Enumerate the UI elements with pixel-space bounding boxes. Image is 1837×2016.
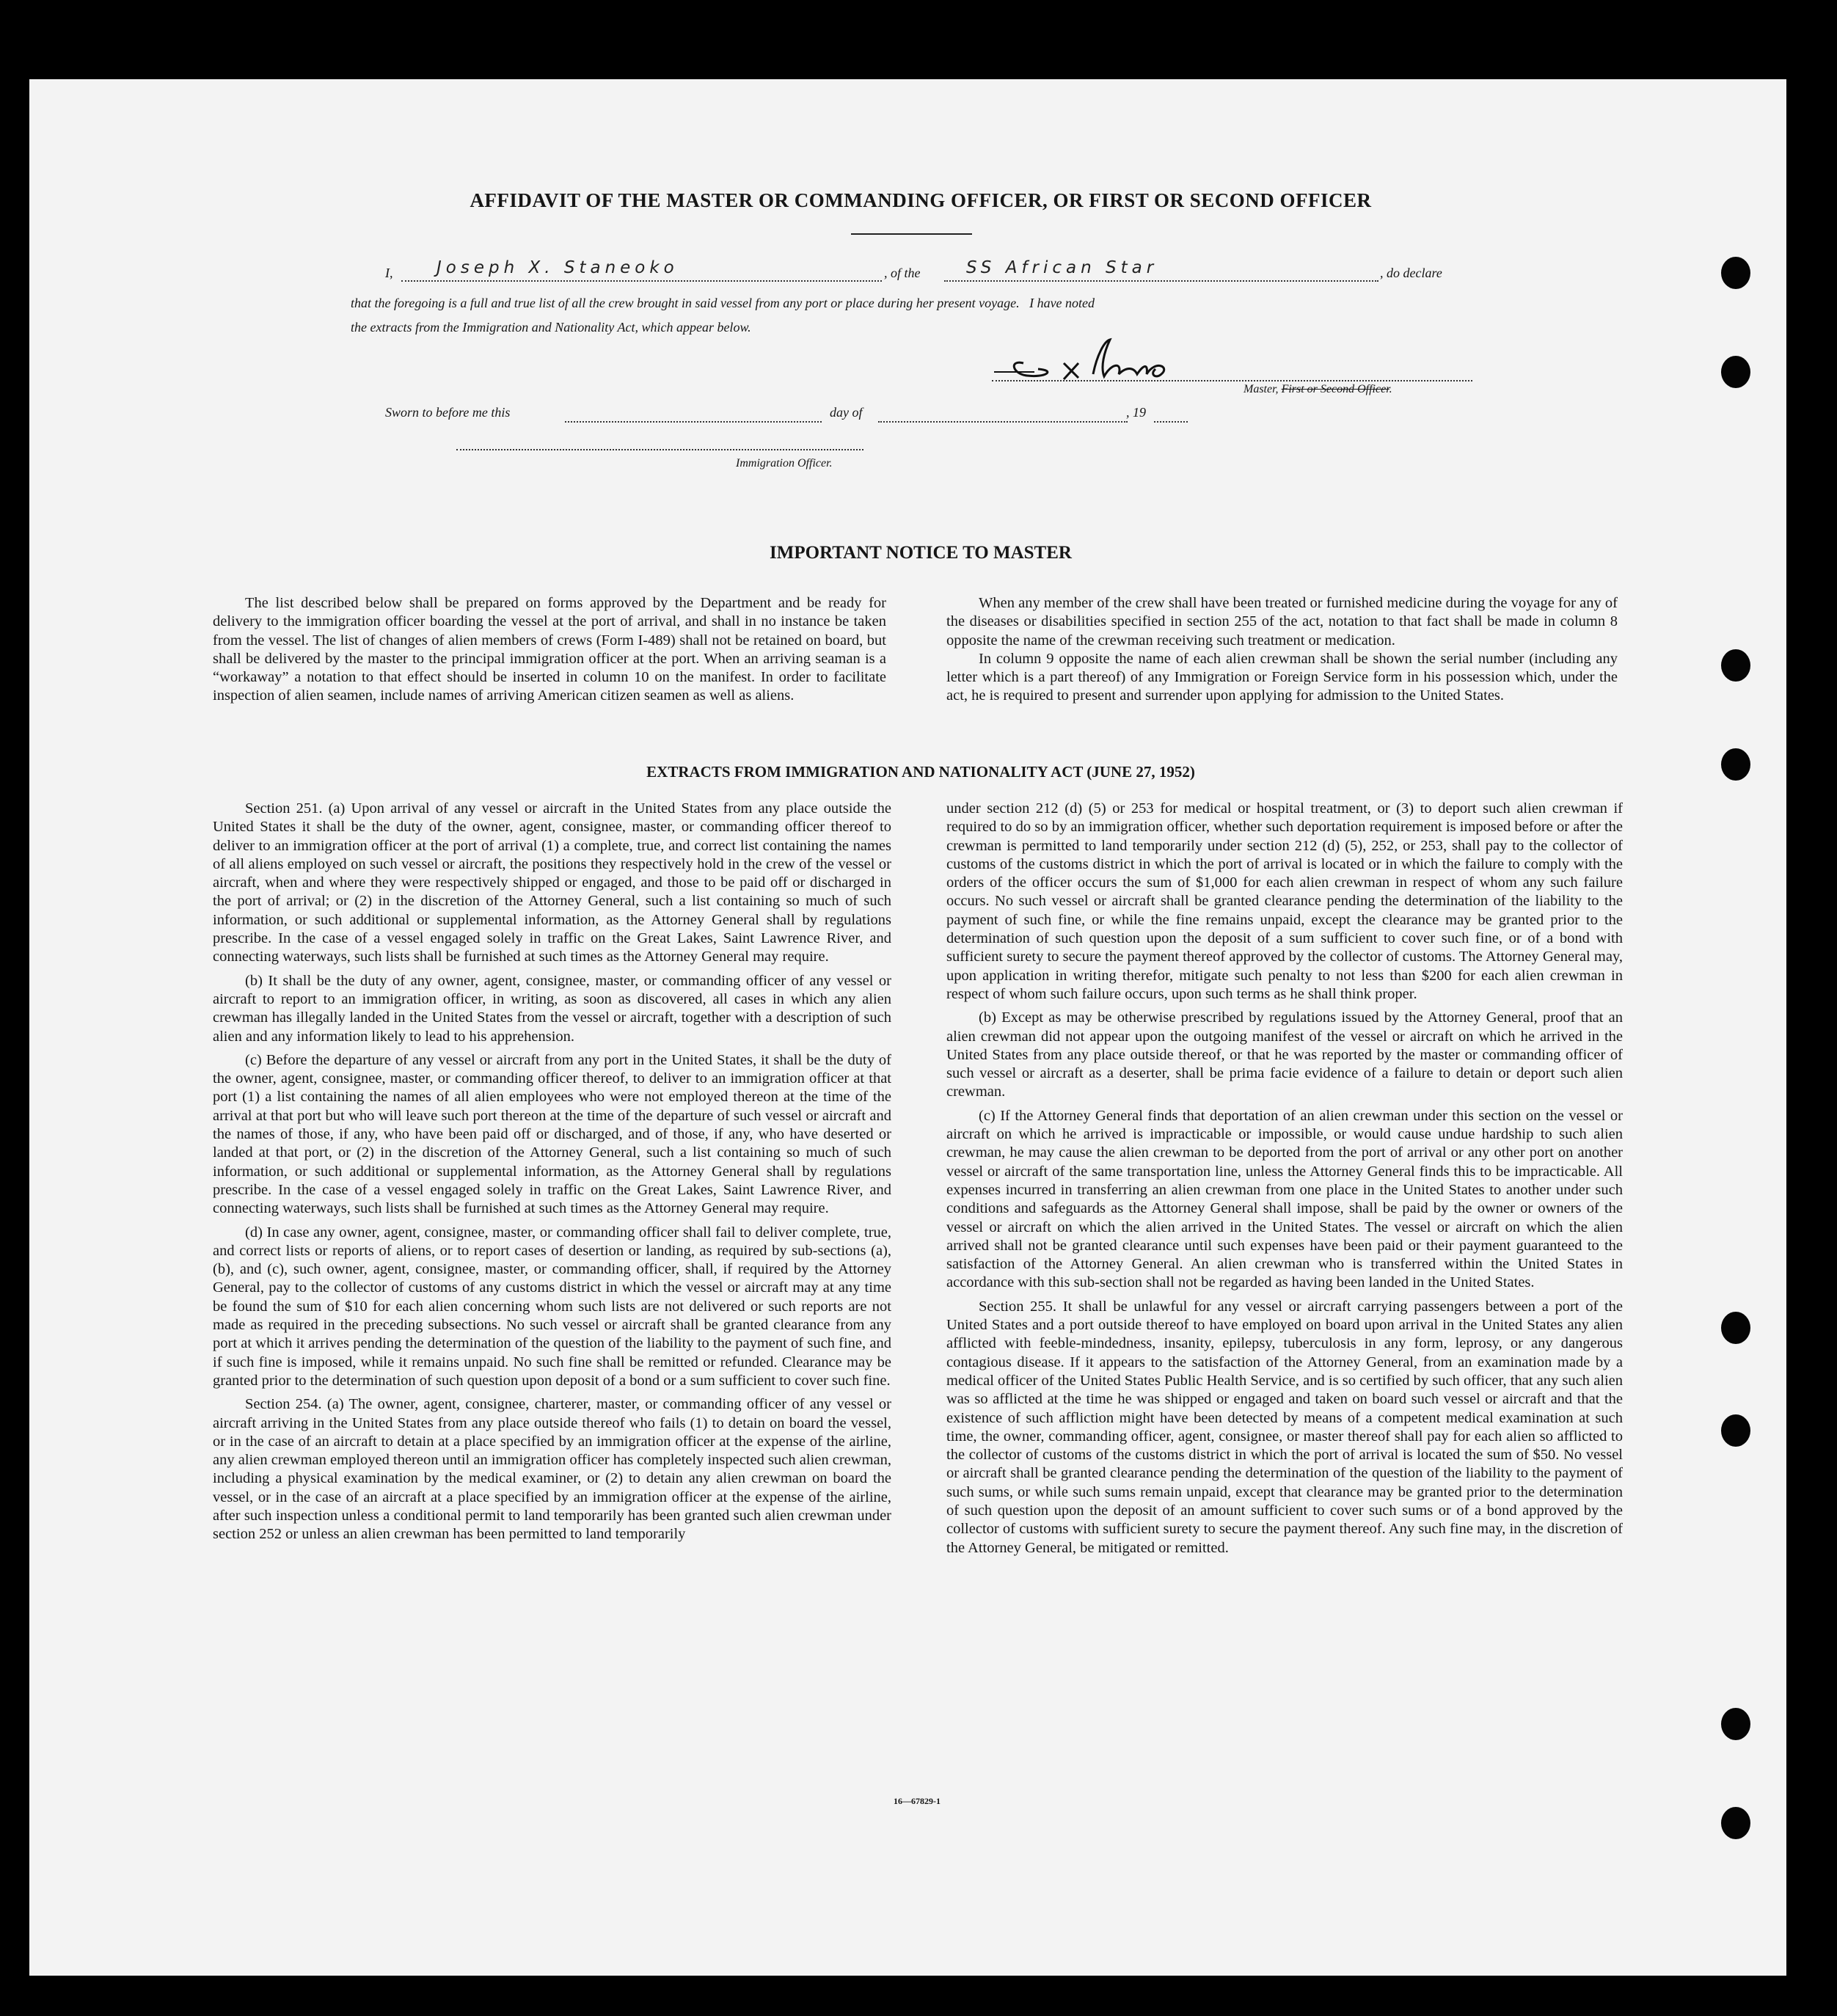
punch-hole-4 [1721, 748, 1750, 781]
caption-master: Master, [1243, 383, 1279, 395]
extracts-left-column [213, 800, 891, 1544]
section-254-a-cont: under section 212 (d) (5) or 253 for medical or hospital treatment, or (3) to deport such alien crewman if required to do so by an immigration officer, whether such deportation requirement is imposed before or after the crewman is permitted to land temporarily under section 212 (d) (5), 252, or 253, shall pay to the collector of customs of the customs district in which the port of arrival is located or in which the failure to comply with the orders of the officer occurs the sum of $1,000 for each alien crewman in respect of whom any such failure occurs. No such vessel or aircraft shall be granted clearance pending the determination of the liability to the payment of such fine, or while the fine remains unpaid, except the clearance may be granted prior to the determination of such question upon the deposit of a sum sufficient to cover such fine, or of a bond with sufficient surety to secure the payment thereof approved by the collector of customs. The Attorney General may, upon application in writing therefor, mitigate such penalty to not less than $200 for each alien crewman in respect of whom such failure occurs, upon such terms as he shall think proper. [946, 800, 1623, 1002]
sworn-day-field [565, 401, 822, 423]
notice-left-column [213, 594, 886, 706]
section-255: Section 255. It shall be unlawful for any vessel or aircraft carrying passengers between a port of the United States and a port outside thereof to have employed on board upon arrival in the United States any alien afflicted with feeble-mindedness, insanity, epilepsy, tuberculosis in any form, leprosy, or any dangerous contagious disease. If it appears to the satisfaction of the Attorney General, from an examination made by a medical officer of the United States Public Health Service, and is so certified by such officer, that any such alien was so afflicted at the time he was shipped or engaged and taken on board such vessel or aircraft and that the existence of such affliction might have been detected by means of a competent medical examination at such time, the owner, commanding officer, agent, consignee, or master thereof shall pay for each alien so afflicted to the collector of customs of the customs district in which the port of arrival is located the sum of $50. No vessel or aircraft shall be granted clearance pending the determination of the question of the liability to the payment of such sums, or while such sums remain unpaid, except that clearance may be granted prior to the determination of such question upon the deposit of an amount sufficient to cover such sums or of a bond approved by the collector of customs with sufficient surety to secure the payment thereof. Any such fine may, in the discretion of the Attorney General, be mitigated or remitted. [946, 1298, 1623, 1556]
immigration-officer-caption: Immigration Officer. [736, 457, 833, 470]
section-251-a: Section 251. (a) Upon arrival of any vessel or aircraft in the United States from any place outside the United States it shall be the duty of the owner, agent, consignee, master, or commanding officer thereof to deliver to an immigration officer at the port of arrival (1) a complete, true, and correct list containing the names of all aliens employed on such vessel or aircraft, the positions they respectively hold in the crew of the vessel or aircraft, when and where they were respectively shipped or engaged, and those to be paid off or discharged in the port of arrival; or (2) in the discretion of the Attorney General, such a list containing so much of such information, or such additional or supplemental information, as the Attorney General shall by regulations prescribe. In the case of a vessel engaged solely in traffic on the Great Lakes, Saint Lawrence River, and connecting waterways, such lists shall be furnished at such times as the Attorney General may require. [213, 800, 891, 965]
vessel-name-field [944, 258, 1378, 282]
declaration-body-1: that the foregoing is a full and true list of all the crew brought in said vessel from any port or place during her present voyage. I have noted [351, 296, 1095, 310]
day-of-label: day of [830, 405, 863, 420]
year-label: , 19 [1126, 405, 1146, 420]
punch-hole-1 [1721, 257, 1750, 289]
notice-right-paragraph-1: When any member of the crew shall have been treated or furnished medicine during the voyage for any of the diseases or disabilities specified in section 255 of the act, notation to that fact shall be made in column 8 opposite the name of the crewman receiving such treatment or medication. [946, 595, 1618, 649]
sworn-line [385, 405, 1192, 427]
section-254-a: Section 254. (a) The owner, agent, consignee, charterer, master, or commanding officer of any vessel or aircraft arriving in the United States from any place outside thereof who fails (1) to detain on board the vessel, or in the case of an aircraft to detain at a place specified by an immigration officer at the expense of the airline, any alien crewman employed thereon until an immigration officer has completely inspected such alien crewman, including a physical examination by the medical examiner, or (2) to detain any alien crewman on board the vessel, or in the case of an aircraft at a place specified by an immigration officer at the expense of the airline, after such inspection unless a conditional permit to land temporarily has been granted such alien crewman under section 252 or unless an alien crewman has been permitted to land temporarily [213, 1396, 891, 1543]
sworn-month-field [878, 401, 1128, 423]
notice-title: IMPORTANT NOTICE TO MASTER [770, 543, 1072, 563]
sworn-label: Sworn to before me this [385, 405, 511, 420]
immigration-officer-line [456, 445, 863, 450]
punch-hole-3 [1721, 649, 1750, 682]
of-the-label: , of the [884, 266, 921, 280]
do-declare-label: , do declare [1380, 266, 1442, 280]
vessel-name: SS African Star [966, 258, 1158, 277]
signature-line [992, 376, 1472, 381]
title-rule [851, 233, 972, 235]
notice-right-column [946, 594, 1618, 706]
declaration-line [385, 258, 1471, 285]
notice-left-paragraph: The list described below shall be prepared on forms approved by the Department and be ready for delivery to the immigration officer boarding the vessel at the port of arrival, and shall in no instance be taken from the vessel. The list of changes of alien members of crews (Form I-489) shall not be retained on board, but shall be delivered by the master to the principal immigration officer at the port. When an arriving seaman is a “workaway” a notation to that effect should be inserted in column 10 on the manifest. In order to facilitate inspection of alien seamen, include names of arriving American citizen seamen as well as aliens. [213, 595, 886, 704]
declarant-name: Joseph X. Staneoko [437, 258, 679, 277]
section-251-c: (c) Before the departure of any vessel or aircraft from any port in the United States, it shall be the duty of the owner, agent, consignee, master, or commanding officer thereof, to deliver to an immigration officer at that port (1) a list containing the names of all alien employees who were not employed thereon at the time of the arrival at that port but who will leave such port thereon at the time of the departure of such vessel or aircraft and the names of those, if any, who have been paid off or discharged, and of those, if any, who have deserted or landed at that port, or (2) in the discretion of the Attorney General, such a list containing so much of such information, or such additional or supplemental information, as the Attorney General shall by regulations prescribe. In the case of a vessel engaged solely in traffic on the Great Lakes, Saint Lawrence River, and connecting waterways, such lists shall be furnished at such times as the Attorney General may require. [213, 1051, 891, 1217]
form-code: 16—67829-1 [894, 1796, 941, 1806]
section-254-c: (c) If the Attorney General finds that deportation of an alien crewman under this section on the vessel or aircraft on which he arrived is impracticable or impossible, or would cause undue hardship to such alien crewman, he may cause the alien crewman to be deported from the port of arrival or any other port on another vessel or aircraft of the same transportation line, unless the Attorney General finds this to be impracticable. All expenses incurred in transferring an alien crewman from one place in the United States to another under such conditions and safeguards as the Attorney General shall impose, shall be paid by the owner or owners of the vessel or aircraft on which the alien arrived in the United States. The vessel or aircraft on which the alien arrived shall not be granted clearance until such expenses have been paid or their payment guaranteed to the satisfaction of the Attorney General. An alien crewman who is transferred within the United States in accordance with this sub-section shall not be regarded as having been landed in the United States. [946, 1107, 1623, 1291]
caption-period: . [1389, 383, 1392, 395]
notice-right-paragraph-2: In column 9 opposite the name of each alien crewman shall be shown the serial number (including any letter which is a part thereof) of any Immigration or Foreign Service form in his possession which, under the act, he is required to present and surrender upon applying for admission to the United States. [946, 650, 1618, 704]
section-251-b: (b) It shall be the duty of any owner, agent, consignee, master, or commanding officer of any vessel or aircraft to report to an immigration officer, in writing, as soon as discovered, all cases in which any alien crewman has illegally landed in the United States from the vessel or aircraft, together with a description of such alien and any information likely to lead to his apprehension. [213, 972, 891, 1045]
section-251-d: (d) In case any owner, agent, consignee, master, or commanding officer shall fail to deliver complete, true, and correct lists or reports of aliens, or to report cases of desertion or landing, as required by sub-sections (a), (b), and (c), such owner, agent, consignee, master, or commanding officer, shall, if required by the Attorney General, pay to the collector of customs of any customs district in which the vessel or aircraft may at any time be found the sum of $10 for each alien concerning whom such lists are not delivered or such reports are not made as required in the preceding subsections. No such vessel or aircraft shall be granted clearance from any port at which it arrives pending the determination of the question of the liability to the payment of such fine, and if such fine is imposed, while it remains unpaid. No such fine shall be remitted or refunded. Clearance may be granted prior to the determination of such question upon deposit of a bond or a sum sufficient to cover such fine. [213, 1224, 891, 1389]
punch-hole-8 [1721, 1807, 1750, 1839]
declarant-name-field [401, 258, 882, 282]
extracts-title: EXTRACTS FROM IMMIGRATION AND NATIONALITY ACT (JUNE 27, 1952) [646, 763, 1195, 781]
punch-hole-2 [1721, 356, 1750, 388]
punch-hole-7 [1721, 1708, 1750, 1740]
signature-caption [1243, 383, 1392, 396]
punch-hole-6 [1721, 1414, 1750, 1447]
declaration-body-2: the extracts from the Immigration and Nationality Act, which appear below. [351, 320, 751, 335]
extracts-right-column [946, 800, 1623, 1557]
punch-hole-5 [1721, 1312, 1750, 1344]
i-label: I, [385, 266, 393, 280]
sworn-year-field [1154, 401, 1188, 423]
section-254-b: (b) Except as may be otherwise prescribed by regulations issued by the Attorney General, proof that an alien crewman did not appear upon the outgoing manifest of the vessel or aircraft on which he arrived in the United States from any place outside thereof, or that he was reported by the master or commanding officer of such vessel or aircraft as a deserter, shall be prima facie evidence of a failure to detain or deport such alien crewman. [946, 1009, 1623, 1100]
affidavit-title: AFFIDAVIT OF THE MASTER OR COMMANDING OFFICER, OR FIRST OR SECOND OFFICER [470, 189, 1372, 211]
caption-struck-officer: First or Second Officer [1281, 383, 1389, 395]
